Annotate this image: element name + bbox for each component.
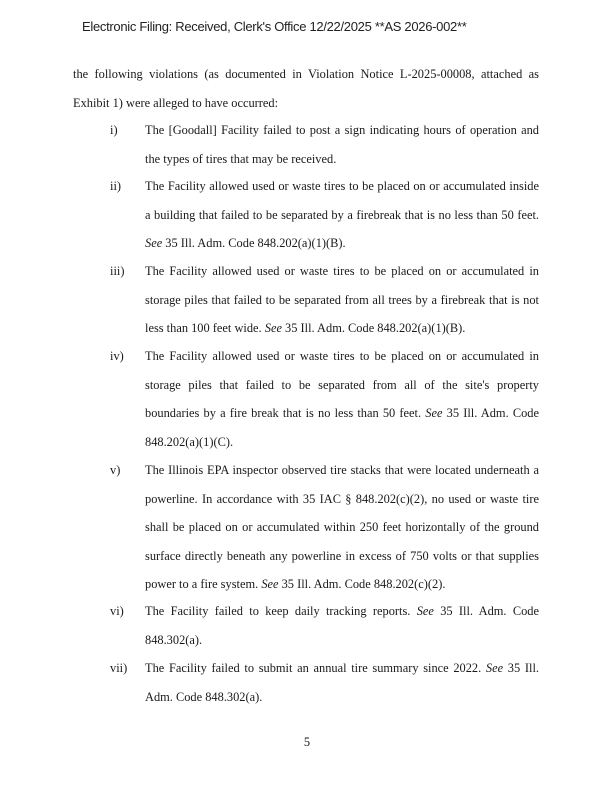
item-text: The Facility allowed used or waste tires to be placed on or accumulated in storage piles that failed to be separated from all trees by a firebreak that is not less than 100 feet wide. See 35 Ill. Adm. Code 848.202(a)(1)(B). [145,264,539,335]
item-text: The Facility allowed used or waste tires to be placed on or accumulated in storage piles that failed to be separated from all of the site's property boundaries by a fire break that is no less than 50 feet. See 35 Ill. Adm. Code 848.202(a)(1)(C). [145,349,539,449]
item-text: The [Goodall] Facility failed to post a sign indicating hours of operation and the types of tires that may be received. [145,123,539,166]
item-text: The Facility allowed used or waste tires to be placed on or accumulated inside a building that failed to be separated by a firebreak that is no less than 50 feet. See 35 Ill. Adm. Code 848.202(a)(1)(B). [145,179,539,250]
item-number: iii) [110,264,125,278]
item-text: The Facility failed to submit an annual tire summary since 2022. See 35 Ill. Adm. Code 848.302(a). [145,661,539,704]
item-number: v) [110,463,121,477]
item-number: vii) [110,661,128,675]
page-number: 5 [303,735,311,749]
electronic-filing-header: Electronic Filing: Received, Clerk's Office 12/22/2025 **AS 2026-002** [82,19,467,34]
item-number: ii) [110,179,122,193]
item-text: The Illinois EPA inspector observed tire stacks that were located underneath a powerline. In accordance with 35 IAC § 848.202(c)(2), no used or waste tire shall be placed on or accumulated within 250 feet horizontally of the ground surface directly beneath any powerline in excess of 750 volts or that supplies power to a fire system. See 35 Ill. Adm. Code 848.202(c)(2). [145,463,539,591]
intro-paragraph: the following violations (as documented in Violation Notice L-2025-00008, attached as Exhibit 1) were alleged to have occurred: [73,67,539,110]
item-number: iv) [110,349,124,363]
item-number: i) [110,123,118,137]
item-number: vi) [110,604,124,618]
item-text: The Facility failed to keep daily tracking reports. See 35 Ill. Adm. Code 848.302(a). [145,604,539,647]
